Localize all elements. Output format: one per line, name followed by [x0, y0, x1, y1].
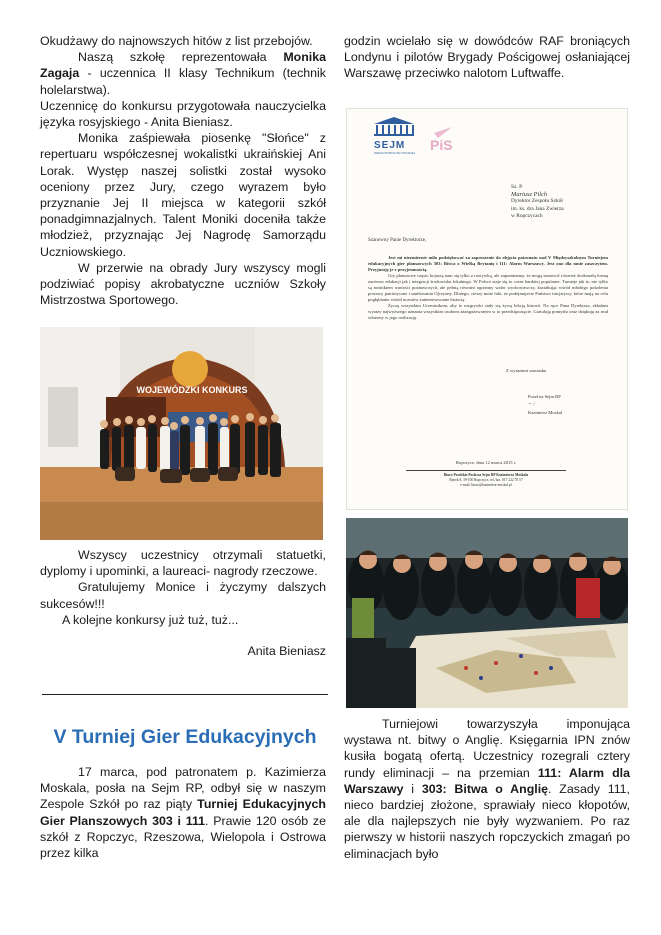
paragraph: Wszyscy uczestnicy otrzymali statuetki, dyplomy i upominki, a laureaci- nagrody rzeczowe. — [40, 548, 326, 579]
group-photo — [40, 327, 323, 540]
left-column-bottom — [40, 547, 326, 659]
paragraph: 17 marca, pod patronatem p. Kazimierza Moskala, posła na Sejm RP, odbył się w naszym Zespole Szkół po raz piąty Turniej Edukacyjnych Gier Planszowych 303 i 111. Prawie 120 osób ze szkół z Ropczyc, Rzeszowa, Wielopola i Ostrowa przez kilka — [40, 765, 327, 861]
paragraph: godzin wcielało się w dowódców RAF broniących Londynu i pilotów Brygady Pościgowej osłaniającej Warszawę przeciwko nalotom Luftwaffe. — [344, 34, 630, 81]
paragraph: Uczennicę do konkursu przygotowała nauczycielka języka rosyjskiego - Anita Bieniasz. — [40, 98, 326, 130]
tournament-name: Turniej Edukacyjnych Gier Planszowych 303 i 111 — [40, 797, 327, 828]
patronage-letter — [346, 108, 628, 510]
paragraph: Okudżawy do najnowszych hitów z list przebojów. — [40, 34, 313, 48]
letter-footer-rule — [406, 470, 566, 471]
letter-footer: Biuro Poselskie Posła na Sejm RP Kazimierza Moskala Rynek 8, 39-100 Ropczyce, tel./fax. 017 222 70 57 e-mail: biuro@kazimierz-moskal.pl — [443, 473, 529, 487]
logo-sub-text: RZECZYPOSPOLITEJ POLSKIEJ — [374, 152, 415, 155]
logo-pis-text: PiS — [430, 137, 453, 153]
banner-text: WOJEWÓDZKI KONKURS — [136, 385, 248, 395]
tournament-photo — [346, 518, 628, 708]
letter-closing: Z wyrazami szacunku — [506, 368, 547, 373]
paragraph: A kolejne konkursy już tuż, tuż... — [62, 612, 239, 627]
right-column-top — [344, 33, 630, 82]
game-name: 111: Alarm dla Warszawy — [344, 765, 631, 796]
game-name: 303: Bitwa o Anglię — [421, 781, 549, 796]
right-column-bottom — [344, 716, 630, 862]
logo-sejm-text: SEJM — [374, 140, 406, 151]
letter-place-date: Ropczyce, dnia 12 marca 2015 r. — [455, 460, 517, 465]
paragraph: Turniejowi towarzyszyła imponująca wystawa nt. bitwy o Anglię. Księgarnia IPN znów kusiła bogatą ofertą. Uczestnicy rozegrali cztery rundy eliminacji – na przemian 111: Alarm dla Warszawy i 303: Bitwa o Anglię. Zasady 111, nieco bardziej złożone, sprawiały nieco kłopotów, ale dla najlepszych nie były wyzwaniem. Po raz pierwszy w historii naszych ropczyckich zmagań po eliminacjach było — [344, 717, 631, 861]
letter-signature: Poseł na Sejm RP ~ / Kazimierz Moskal — [528, 394, 563, 415]
sejm-logo — [346, 108, 628, 168]
section-divider — [42, 694, 328, 695]
author-signature: Anita Bieniasz — [247, 644, 326, 659]
paragraph: Monika zaśpiewała piosenkę "Słońce" z repertuaru współczesnej wokalistki ukraińskiej Ani Lorak. Występ naszej solistki został wysoko oceniony przez Jury, czego wyrazem było przyznanie Jej II miejsca w kategorii szkół ponadgimnazjalnych. Talent Moniki doceniła także młodzież, przyznając Jej Nagrodę Samorządu Uczniowskiego. — [40, 131, 326, 259]
left-column-top — [40, 33, 326, 308]
paragraph: Naszą szkołę reprezentowała Monika Zagaja - uczennica II klasy Technikum (technik holelarstwa). — [40, 50, 326, 97]
letter-address: Sz. P. Mariusz Pilch Dyrektor Zespołu Szkół im. ks. dra Jana Zwierza w Ropczycach — [511, 184, 564, 219]
letter-salutation: Szanowny Panie Dyrektorze, — [368, 238, 427, 243]
paragraph: W przerwie na obrady Jury wszyscy mogli podziwiać popisy akrobatyczne uczniów Szkoły Mistrzostwa Sportowego. — [40, 260, 326, 308]
letter-body: Jest mi niezmiernie miło podziękować za zaproszenie do objęcia patronatu nad V Międzyszkolnym Turniejem edukacyjnych gier planszowych 303: Bitwa o Wielką Brytanię i 111: Alarm Warszawy. Jest ono dla mnie zaszczytem. Przyjmuję je z przyjemnością. Gry planszowe często kojarzą nam się tylko z rozrywką, ale zapominamy, że mogą stanowić również doskonałą formę zarówno edukacji jak i integracji środowiska lokalnego. W Polsce staje się to coraz bardziej popularne. Turnieje jak te, nie tylko są nośnikiem wartości poznawczych, ale pełnią również ogromny walor wychowawczy, kształtując wśród młodego pokolenia postawy patriotyczne i umiłowania Ojczyzny. Dlatego, cieszy mnie fakt, że podejmujecie Państwo inicjatywy, które mają na celu pogłębianie wśród uczniów zainteresowanie historią. Życzę wszystkim Uczestnikom, aby te rozgrywki stały się żywą lekcją historii. Na ręce Pana Dyrektora, składam wyrazy najwyższego uznania wszystkim osobom zaangażowanym w to przedsięwzięcie. Gratuluję pomysłu oraz dziękuję za trud włożony w jego realizację. — [368, 255, 608, 320]
article-intro — [40, 764, 326, 861]
student-name: Monika Zagaja — [40, 50, 326, 81]
paragraph: Gratulujemy Monice i życzymy dalszych sukcesów!!! — [40, 580, 326, 611]
article-headline: V Turniej Gier Edukacyjnych — [53, 726, 317, 748]
